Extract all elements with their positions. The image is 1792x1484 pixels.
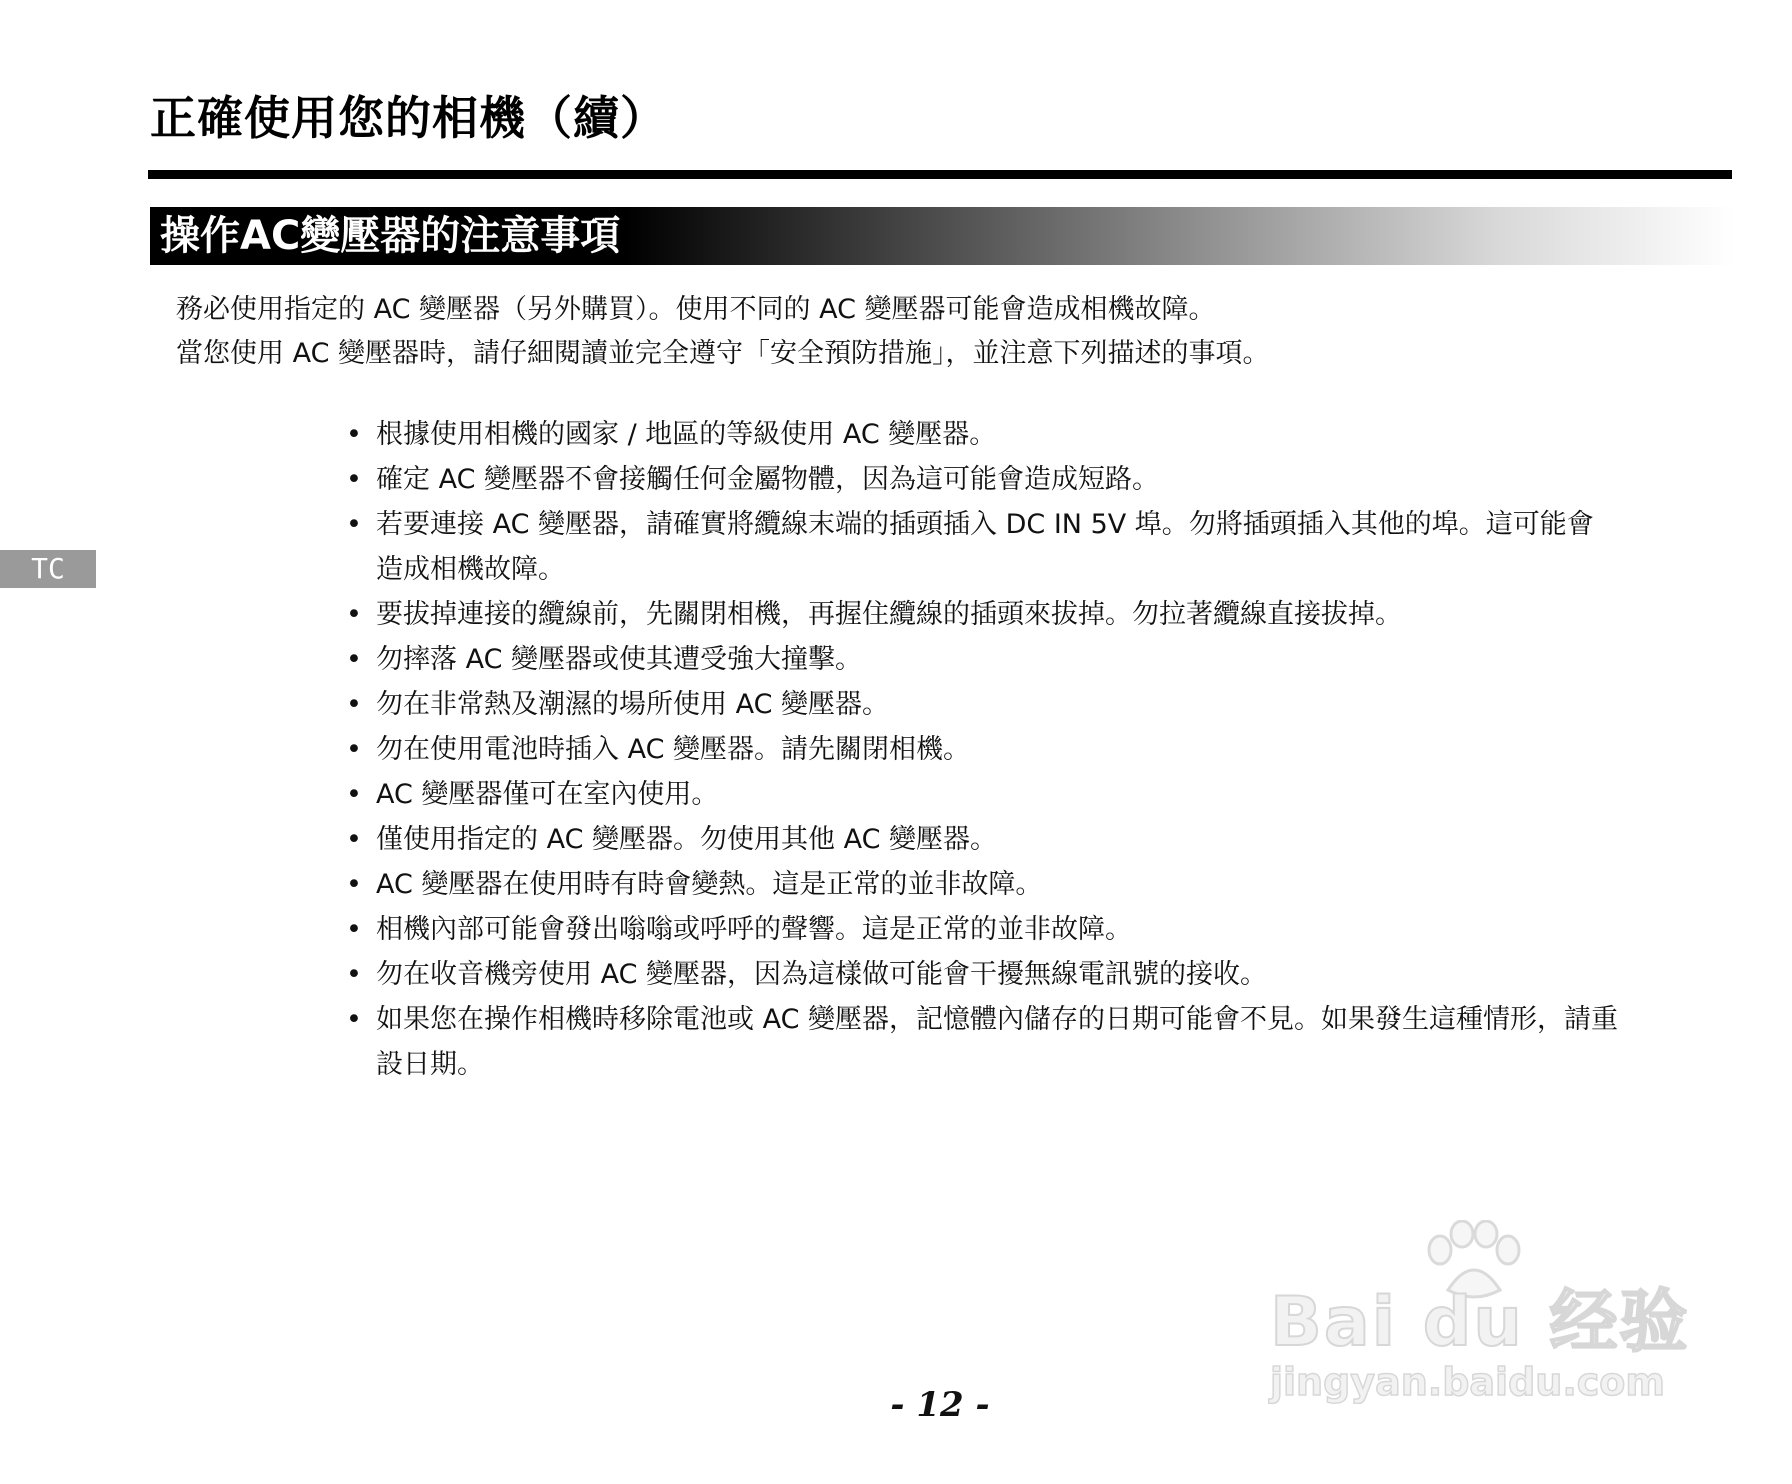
list-item-text: 如果您在操作相機時移除電池或 AC 變壓器，記憶體內儲存的日期可能會不見。如果發生這種情形，請重設日期。 (376, 1004, 1619, 1080)
list-item-text: 相機內部可能會發出嗡嗡或呼呼的聲響。這是正常的並非故障。 (376, 914, 1132, 945)
list-item-text: 勿在使用電池時插入 AC 變壓器。請先關閉相機。 (376, 734, 971, 765)
list-item (340, 502, 1620, 592)
list-item-text: 要拔掉連接的纜線前，先關閉相機，再握住纜線的插頭來拔掉。勿拉著纜線直接拔掉。 (376, 599, 1402, 630)
list-item-text: AC 變壓器在使用時有時會變熱。這是正常的並非故障。 (376, 869, 1043, 900)
bullet-icon: • (346, 509, 362, 540)
intro-line: 當您使用 AC 變壓器時，請仔細閱讀並完全遵守「安全預防措施」，並注意下列描述的事項。 (176, 338, 1270, 369)
intro-paragraphs (176, 288, 1676, 376)
list-item (340, 952, 1620, 997)
list-item-text: 勿摔落 AC 變壓器或使其遭受強大撞擊。 (376, 644, 863, 675)
bullet-icon: • (346, 779, 362, 810)
list-item (340, 997, 1620, 1087)
list-item (340, 457, 1620, 502)
list-item (340, 637, 1620, 682)
bullet-icon: • (346, 1004, 362, 1035)
list-item-text: 確定 AC 變壓器不會接觸任何金屬物體，因為這可能會造成短路。 (376, 464, 1160, 495)
intro-line: 務必使用指定的 AC 變壓器（另外購買）。使用不同的 AC 變壓器可能會造成相機故障。 (176, 294, 1216, 325)
bullet-icon: • (346, 734, 362, 765)
precautions-list (340, 412, 1620, 1087)
title-divider (148, 170, 1732, 179)
list-item-text: 根據使用相機的國家 / 地區的等級使用 AC 變壓器。 (376, 419, 997, 450)
bullet-icon: • (346, 869, 362, 900)
list-item (340, 862, 1620, 907)
section-header-bar (150, 207, 1734, 265)
list-item (340, 412, 1620, 457)
bullet-icon: • (346, 689, 362, 720)
list-item (340, 772, 1620, 817)
page-number: - 12 - (890, 1385, 990, 1425)
list-item-text: 僅使用指定的 AC 變壓器。勿使用其他 AC 變壓器。 (376, 824, 998, 855)
bullet-icon: • (346, 464, 362, 495)
bullet-icon: • (346, 599, 362, 630)
bullet-icon: • (346, 914, 362, 945)
bullet-icon: • (346, 824, 362, 855)
list-item (340, 682, 1620, 727)
page-title: 正確使用您的相機（續） (150, 91, 667, 145)
bullet-icon: • (346, 644, 362, 675)
watermark-logo-text: Bai du 经验 (1270, 1283, 1690, 1362)
list-item (340, 727, 1620, 772)
list-item (340, 817, 1620, 862)
bullet-icon: • (346, 959, 362, 990)
baidu-watermark (1270, 1220, 1710, 1420)
section-title: 操作AC變壓器的注意事項 (160, 213, 621, 259)
list-item (340, 592, 1620, 637)
watermark-url: jingyan.baidu.com (1270, 1360, 1665, 1404)
list-item-text: 若要連接 AC 變壓器，請確實將纜線末端的插頭插入 DC IN 5V 埠。勿將插頭插入其他的埠。這可能會造成相機故障。 (376, 509, 1594, 585)
bullet-icon: • (346, 419, 362, 450)
list-item-text: AC 變壓器僅可在室內使用。 (376, 779, 719, 810)
list-item (340, 907, 1620, 952)
list-item-text: 勿在收音機旁使用 AC 變壓器，因為這樣做可能會干擾無線電訊號的接收。 (376, 959, 1268, 990)
language-tab: TC (0, 550, 96, 588)
list-item-text: 勿在非常熱及潮濕的場所使用 AC 變壓器。 (376, 689, 890, 720)
